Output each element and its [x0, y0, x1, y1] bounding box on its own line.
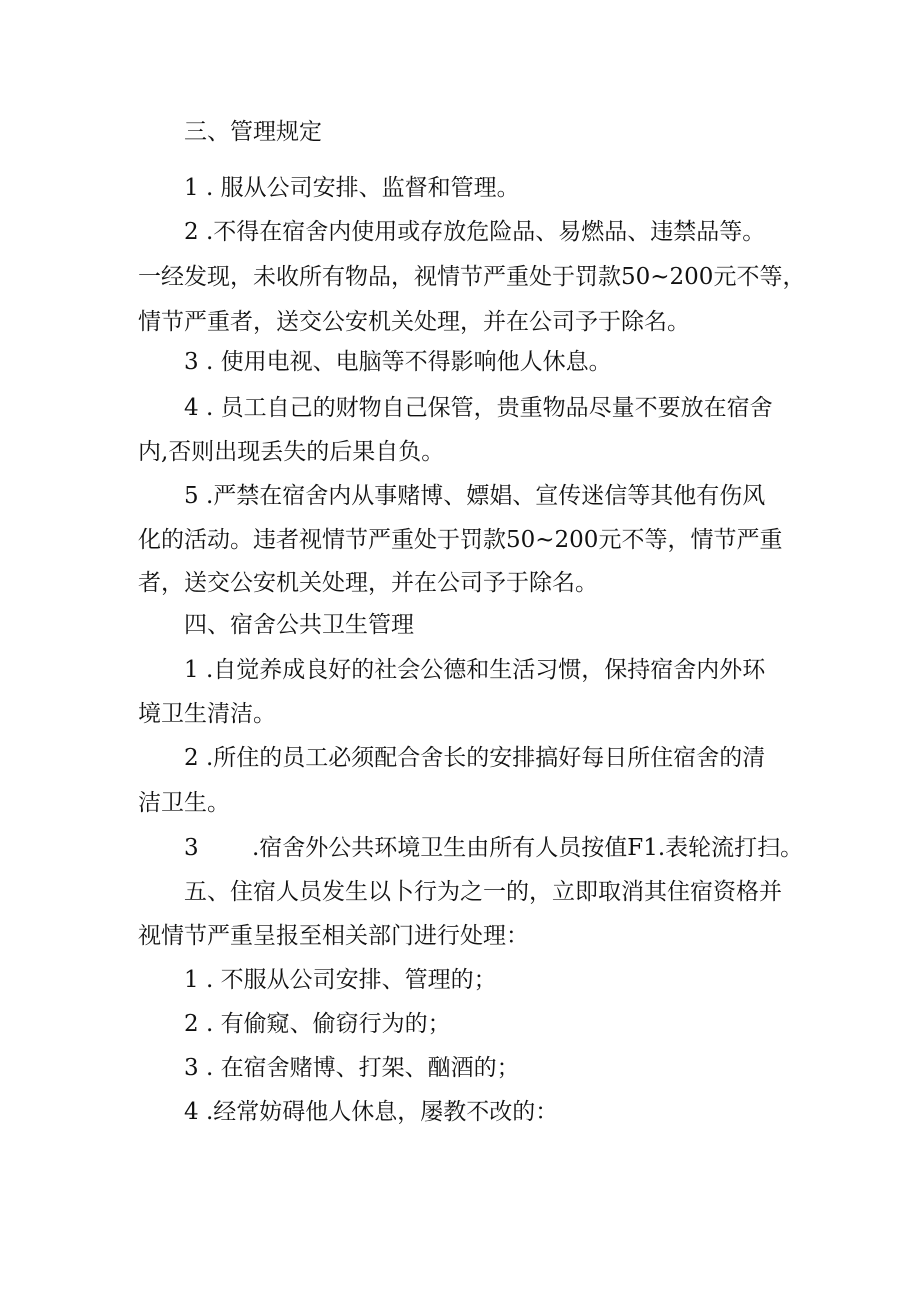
- item-text-continued: 化的活动。违者视情节严重处于罚款50~200元不等，情节严重: [138, 527, 783, 553]
- list-item: [184, 1096, 558, 1128]
- item-text: .宿舍外公共环境卫生由所有人员按值F1.表轮流打扫。: [251, 835, 804, 861]
- item-text-continued: 一经发现，未收所有物品，视情节严重处于罚款50~200元不等，: [138, 264, 806, 290]
- item-number: 2: [184, 745, 199, 771]
- section-heading: 四、宿舍公共卫生管理: [184, 612, 414, 638]
- item-number: 3: [184, 1055, 199, 1081]
- item-text: .所住的员工必须配合舍长的安排搞好每日所住宿舍的清: [205, 745, 766, 771]
- item-number: 1: [184, 657, 199, 683]
- item-text-continued: 内,否则出现丢失的后果自负。: [138, 439, 445, 465]
- item-number: 4: [184, 395, 199, 421]
- list-item: [184, 392, 773, 424]
- list-item: [184, 742, 765, 774]
- item-number: 5: [184, 483, 199, 509]
- section-heading: 五、住宿人员发生以卜行为之一的，立即取消其住宿资格并: [184, 879, 782, 905]
- item-text: . 员工自己的财物自己保管，贵重物品尽量不要放在宿舍: [205, 395, 773, 421]
- section-heading-continued: 视情节严重呈报至相关部门进行处理：: [138, 923, 529, 949]
- list-item: [184, 480, 765, 512]
- item-text: . 有偷窥、偷窃行为的；: [205, 1011, 451, 1037]
- item-text: .不得在宿舍内使用或存放危险品、易燃品、违禁品等。: [205, 219, 766, 245]
- item-text: .严禁在宿舍内从事赌博、嫖娼、宣传迷信等其他有伤风: [205, 483, 766, 509]
- item-text: . 使用电视、电脑等不得影响他人休息。: [205, 349, 612, 375]
- list-item: [184, 964, 497, 996]
- item-number: 1: [184, 967, 199, 993]
- list-item: [184, 832, 803, 864]
- item-text: . 不服从公司安排、管理的；: [205, 967, 497, 993]
- item-text: . 在宿舍赌博、打架、酗酒的；: [205, 1055, 520, 1081]
- item-number: 2: [184, 1011, 199, 1037]
- list-item: [184, 216, 765, 248]
- list-item: [184, 1052, 520, 1084]
- list-item: [184, 346, 612, 378]
- item-number: 2: [184, 219, 199, 245]
- item-text: .自觉养成良好的社会公德和生活习惯，保持宿舍内外环: [205, 657, 766, 683]
- item-number: 3: [184, 835, 199, 861]
- item-text-continued: 境卫生清洁。: [138, 701, 276, 727]
- item-number: 4: [184, 1099, 199, 1125]
- list-item: [184, 654, 765, 686]
- item-text: .经常妨碍他人休息，屡教不改的：: [205, 1099, 559, 1125]
- item-number: 1: [184, 175, 199, 201]
- item-text-continued: 者，送交公安机关处理，并在公司予于除名。: [138, 570, 598, 596]
- item-text-continued: 情节严重者，送交公安机关处理，并在公司予于除名。: [138, 309, 690, 335]
- item-text-continued: 洁卫生。: [138, 790, 230, 816]
- list-item: [184, 172, 520, 204]
- item-number: 3: [184, 349, 199, 375]
- list-item: [184, 1008, 451, 1040]
- item-text: . 服从公司安排、监督和管理。: [205, 175, 520, 201]
- section-heading: 三、管理规定: [184, 119, 322, 145]
